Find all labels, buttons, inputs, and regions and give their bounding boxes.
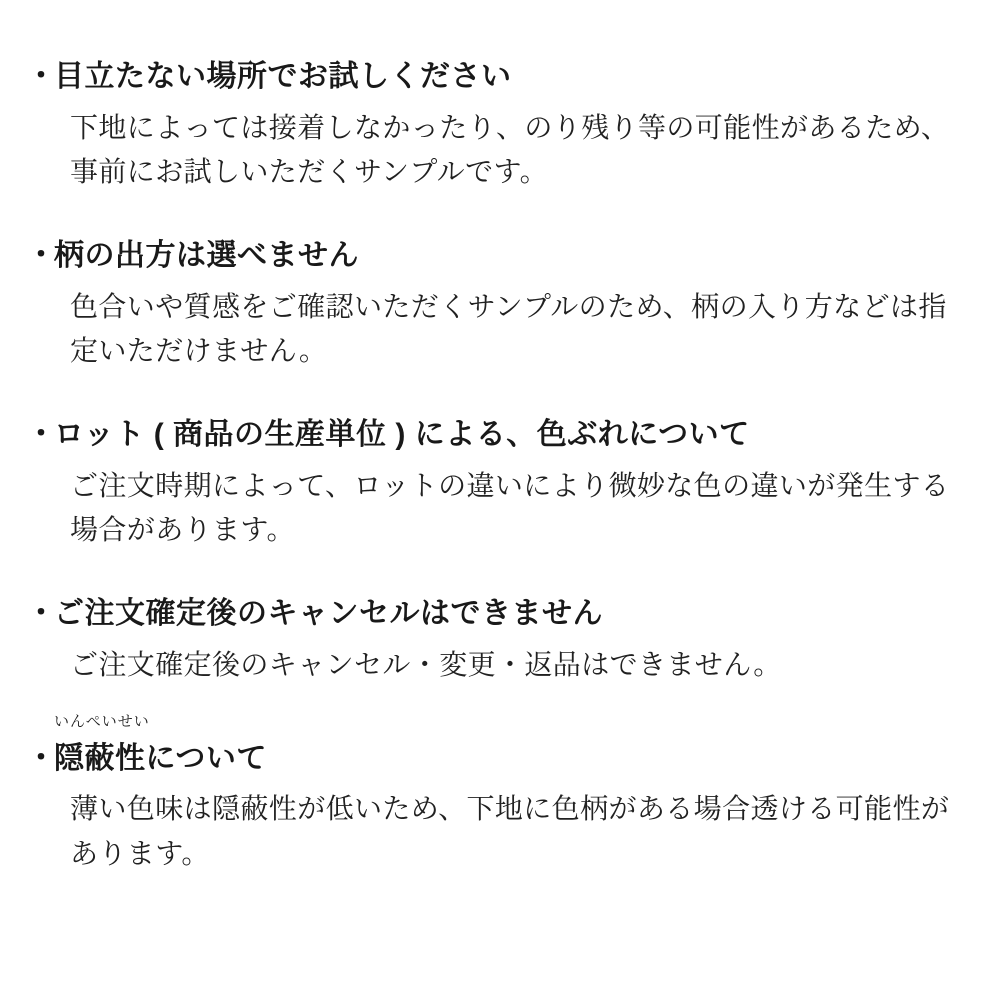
bullet-icon: ・: [26, 597, 57, 631]
notice-heading: ロット ( 商品の生産単位 ) による、色ぶれについて: [54, 418, 750, 452]
bullet-icon: ・: [26, 60, 57, 93]
bullet-icon: ・: [26, 418, 57, 452]
notice-item: [26, 416, 974, 553]
notice-heading: [54, 712, 267, 778]
notice-heading-text: 隠蔽性について: [54, 741, 267, 775]
notice-body: 薄い色味は隠蔽性が低いため、下地に色柄がある場合透ける可能性があります。: [70, 793, 950, 869]
notice-heading: 目立たない場所でお試しください: [54, 60, 512, 93]
notice-body: 色合いや質感をご確認いただくサンプルのため、柄の入り方などは指定いただけません。: [70, 290, 947, 367]
notice-body: 下地によっては接着しなかったり、のり残り等の可能性があるため、事前にお試しいただくサンプルです。: [70, 111, 950, 188]
notice-body: ご注文時期によって、ロットの違いにより微妙な色の違いが発生する場合があります。: [70, 469, 950, 546]
notice-item: [26, 58, 974, 195]
notice-heading: ご注文確定後のキャンセルはできません: [54, 597, 603, 631]
notice-item: [26, 595, 974, 687]
ruby-annotation: いんぺいせい: [54, 712, 150, 730]
notice-heading-row: [26, 712, 974, 778]
bullet-icon: ・: [26, 741, 57, 775]
notice-heading-row: [26, 237, 974, 275]
notice-body: ご注文確定後のキャンセル・変更・返品はできません。: [70, 648, 782, 680]
notice-heading-row: [26, 416, 974, 454]
bullet-icon: ・: [26, 239, 57, 273]
notice-heading: 柄の出方は選べません: [54, 239, 359, 273]
notice-heading-row: [26, 58, 974, 96]
notice-item: [26, 712, 974, 877]
notice-heading-row: [26, 595, 974, 633]
notice-item: [26, 237, 974, 374]
